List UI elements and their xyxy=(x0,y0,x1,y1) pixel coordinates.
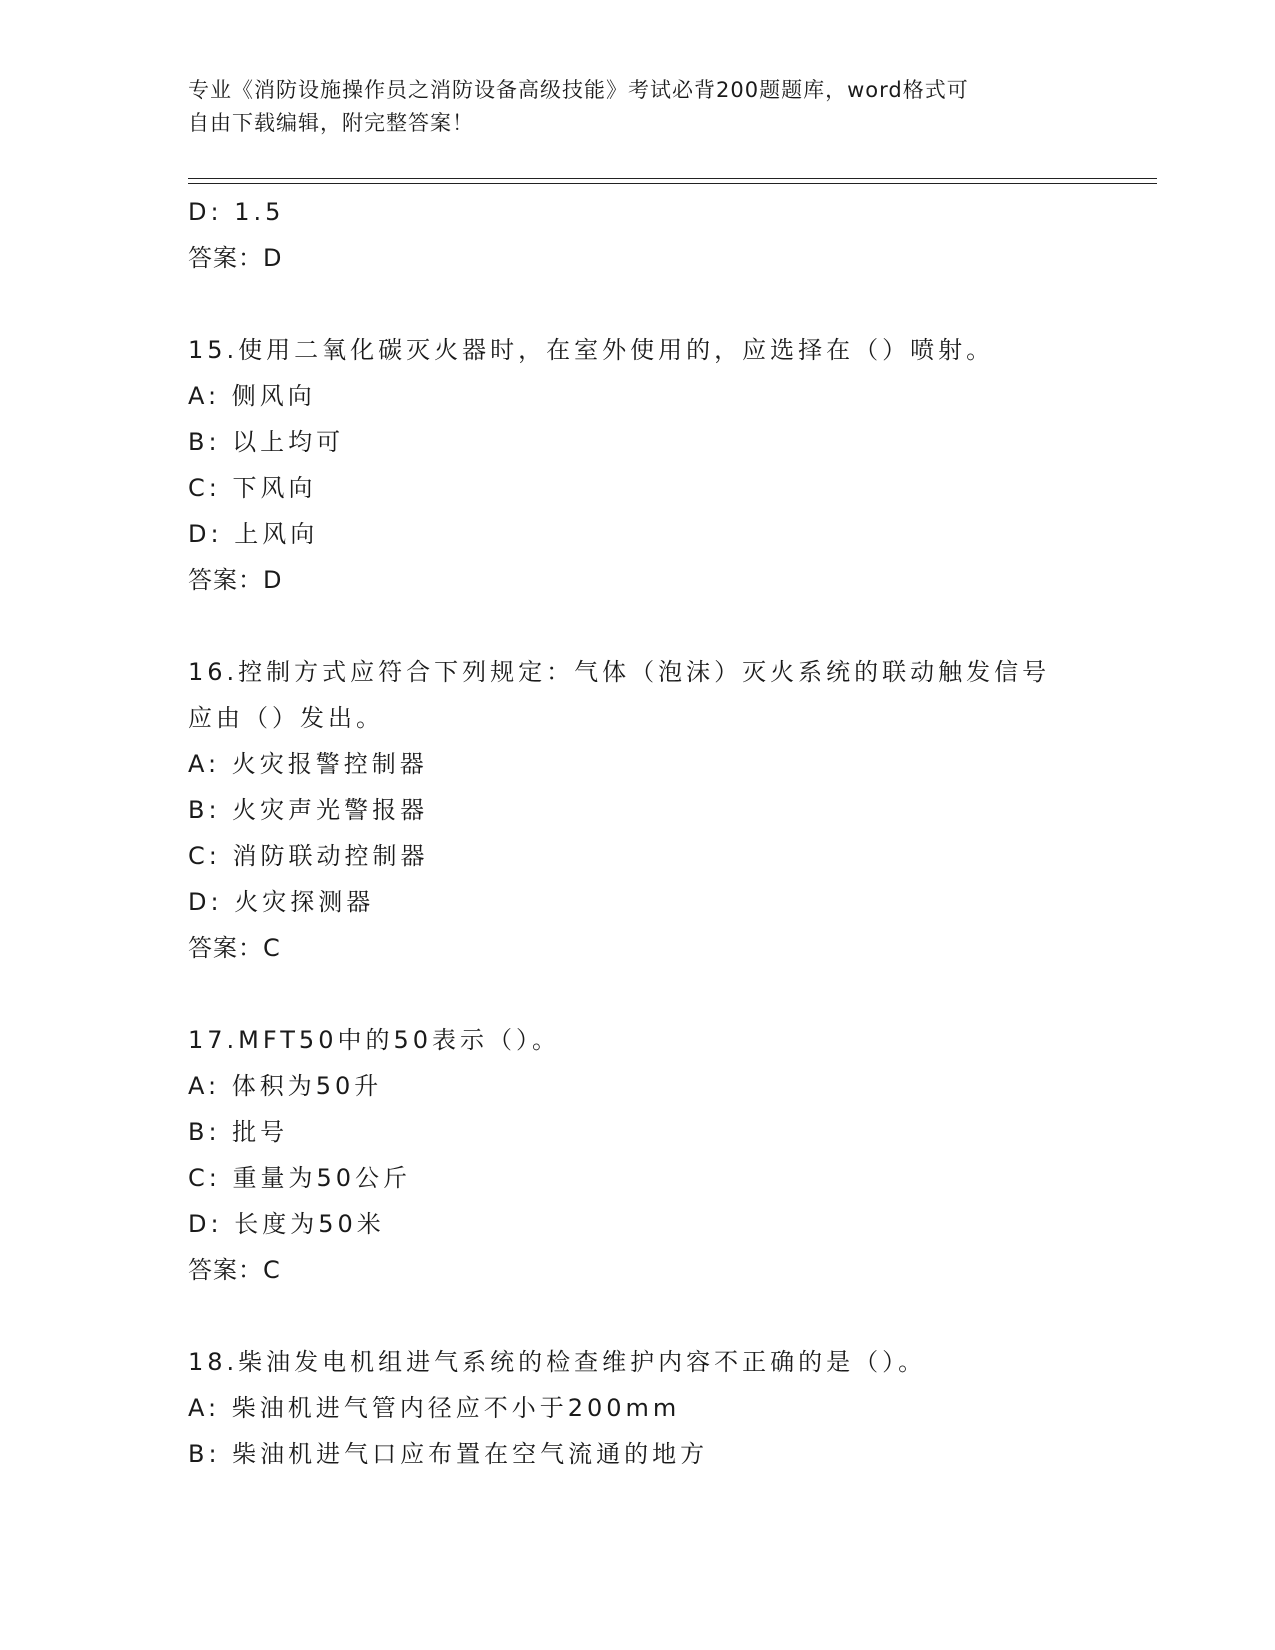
document-header xyxy=(188,74,1088,140)
question-18 xyxy=(188,1339,1088,1477)
option-b: B: 批号 xyxy=(188,1118,289,1146)
option-d: D: 上风向 xyxy=(188,520,319,548)
answer: 答案：D xyxy=(188,566,283,594)
question-14-fragment xyxy=(188,189,1088,281)
option-b: B: 以上均可 xyxy=(188,428,345,456)
header-divider-bottom xyxy=(188,183,1157,184)
question-16 xyxy=(188,649,1088,971)
option-a: A: 体积为50升 xyxy=(188,1072,383,1100)
header-divider-top xyxy=(188,178,1157,179)
header-line-2: 自由下载编辑，附完整答案！ xyxy=(188,111,474,135)
option-b: B: 柴油机进气口应布置在空气流通的地方 xyxy=(188,1440,709,1468)
question-stem-line-2: 应由（）发出。 xyxy=(188,704,384,732)
question-stem: 15.使用二氧化碳灭火器时，在室外使用的，应选择在（）喷射。 xyxy=(188,336,995,364)
option-a: A: 火灾报警控制器 xyxy=(188,750,428,778)
question-17 xyxy=(188,1017,1088,1293)
answer: 答案：C xyxy=(188,934,281,962)
option-c: C: 消防联动控制器 xyxy=(188,842,429,870)
header-line-1: 专业《消防设施操作员之消防设备高级技能》考试必背200题题库，word格式可 xyxy=(188,78,969,102)
option-a: A: 侧风向 xyxy=(188,382,316,410)
option-a: A: 柴油机进气管内径应不小于200mm xyxy=(188,1394,681,1422)
question-15 xyxy=(188,327,1088,603)
answer: 答案：D xyxy=(188,244,283,272)
answer: 答案：C xyxy=(188,1256,281,1284)
option-d: D: 1.5 xyxy=(188,198,285,226)
question-stem-line-1: 16.控制方式应符合下列规定：气体（泡沫）灭火系统的联动触发信号 xyxy=(188,658,1051,686)
option-d: D: 长度为50米 xyxy=(188,1210,385,1238)
question-stem: 18.柴油发电机组进气系统的检查维护内容不正确的是（）。 xyxy=(188,1348,927,1376)
option-c: C: 下风向 xyxy=(188,474,317,502)
question-stem: 17.MFT50中的50表示（）。 xyxy=(188,1026,560,1054)
question-list xyxy=(188,189,1088,1477)
option-c: C: 重量为50公斤 xyxy=(188,1164,412,1192)
option-d: D: 火灾探测器 xyxy=(188,888,375,916)
option-b: B: 火灾声光警报器 xyxy=(188,796,429,824)
